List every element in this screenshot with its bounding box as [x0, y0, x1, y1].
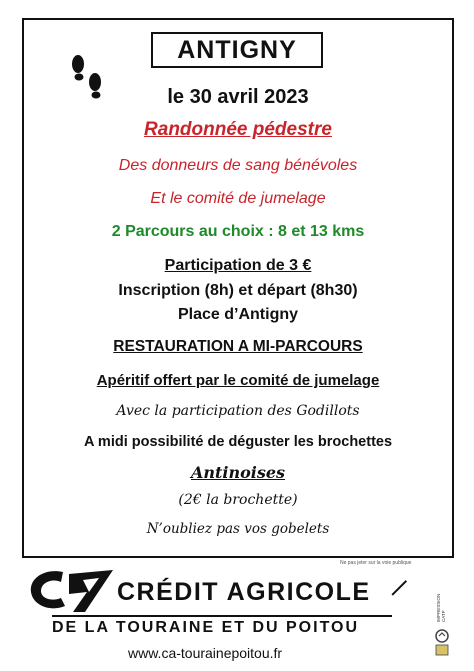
print-mark: IMPRESSION CATP	[436, 593, 446, 622]
sponsor-url: www.ca-tourainepoitou.fr	[128, 645, 283, 661]
participation-fee: Participation de 3 €	[164, 257, 312, 274]
sponsor-divider	[52, 615, 392, 617]
recycle-icon	[433, 628, 451, 658]
sponsor-region: DE LA TOURAINE ET DU POITOU	[52, 619, 360, 636]
skewer-price: (2€ la brochette)	[178, 492, 298, 508]
godillots-text: Avec la participation des Godillots	[116, 403, 360, 419]
event-title: Randonnée pédestre	[144, 119, 332, 140]
aperitif-text: Apéritif offert par le comité de jumelage	[96, 372, 380, 389]
organizers-line-1: Des donneurs de sang bénévoles	[118, 157, 358, 174]
legal-note: Ne pas jeter sur la voie publique	[340, 560, 412, 566]
sponsor-divider-diagonal	[391, 580, 406, 595]
midday-text: A midi possibilité de déguster les brochettes	[83, 434, 393, 450]
event-date: le 30 avril 2023	[167, 86, 309, 108]
organizers-line-2: Et le comité de jumelage	[150, 190, 326, 207]
antinoises-text: Antinoises	[190, 463, 286, 482]
credit-agricole-logo	[25, 566, 115, 616]
location-text: Place d’Antigny	[177, 306, 299, 323]
town-title: ANTIGNY	[151, 32, 323, 68]
routes-text: 2 Parcours au choix : 8 et 13 kms	[111, 223, 365, 240]
catering-heading: RESTAURATION A MI-PARCOURS	[113, 338, 363, 355]
reminder-text: N’oubliez pas vos gobelets	[146, 521, 330, 537]
registration-times: Inscription (8h) et départ (8h30)	[118, 282, 358, 299]
sponsor-name: CRÉDIT AGRICOLE	[117, 578, 371, 606]
